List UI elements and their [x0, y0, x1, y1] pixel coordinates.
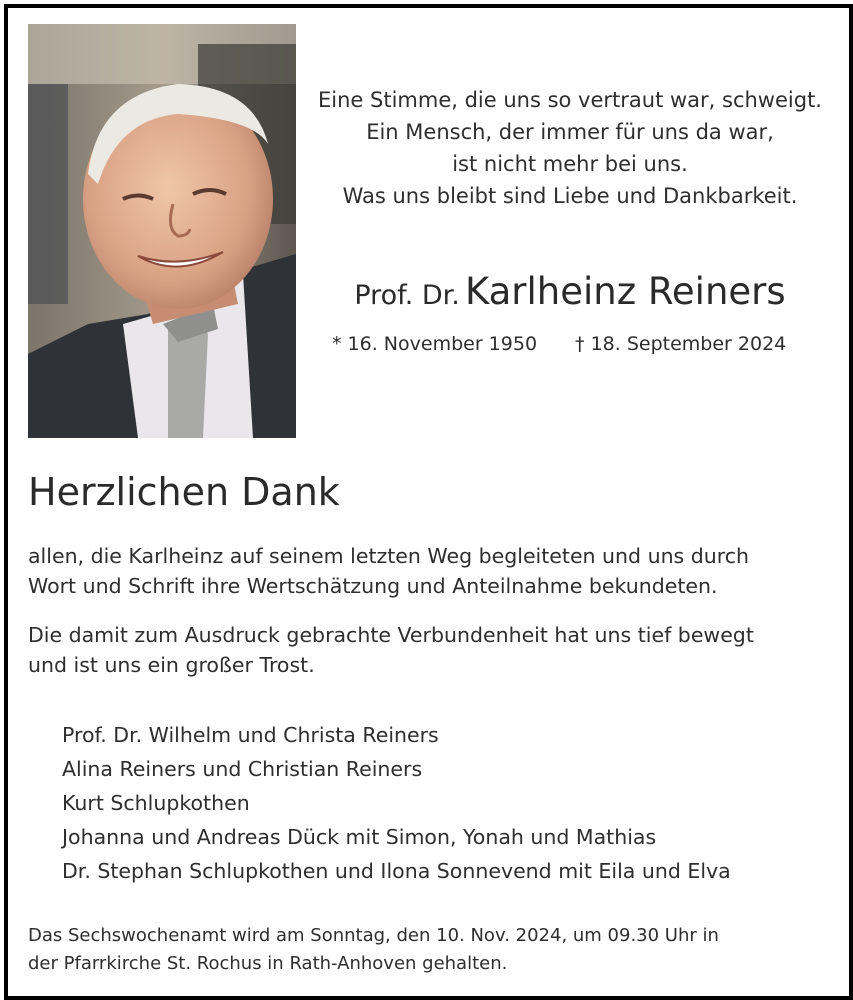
academic-title: Prof. Dr. [354, 280, 460, 311]
paragraph-line: Die damit zum Ausdruck gebrachte Verbundenheit hat uns tief bewegt [28, 623, 754, 647]
notice-line: der Pfarrkirche St. Rochus in Rath-Anhoven gehalten. [28, 953, 508, 974]
family-member: Dr. Stephan Schlupkothen und Ilona Sonnevend mit Eila und Elva [62, 859, 731, 883]
deceased-name [300, 270, 840, 313]
poem-line: Ein Mensch, der immer für uns da war, [366, 120, 774, 144]
poem-line: Eine Stimme, die uns so vertraut war, schweigt. [318, 88, 822, 112]
paragraph-line: allen, die Karlheinz auf seinem letzten Weg begleiteten und uns durch [28, 544, 750, 568]
mass-notice [28, 922, 719, 978]
family-member: Johanna und Andreas Dück mit Simon, Yonah und Mathias [62, 825, 657, 849]
birth-date: * 16. November 1950 [332, 333, 538, 355]
paragraph-line: Wort und Schrift ihre Wertschätzung und Anteilnahme bekundeten. [28, 574, 718, 598]
life-dates [332, 333, 786, 355]
family-list [62, 718, 731, 888]
portrait-photo [28, 24, 296, 438]
poem-line: Was uns bleibt sind Liebe und Dankbarkeit. [342, 184, 798, 208]
comfort-paragraph [28, 620, 828, 680]
poem-line: ist nicht mehr bei uns. [452, 152, 688, 176]
notice-line: Das Sechswochenamt wird am Sonntag, den 10. Nov. 2024, um 09.30 Uhr in [28, 925, 719, 946]
thanks-heading: Herzlichen Dank [28, 470, 340, 514]
death-date: † 18. September 2024 [575, 333, 787, 355]
memorial-poem [300, 84, 840, 212]
paragraph-line: und ist uns ein großer Trost. [28, 653, 315, 677]
family-member: Kurt Schlupkothen [62, 791, 250, 815]
thanks-paragraph [28, 541, 828, 601]
family-member: Prof. Dr. Wilhelm und Christa Reiners [62, 723, 439, 747]
family-member: Alina Reiners und Christian Reiners [62, 757, 423, 781]
full-name: Karlheinz Reiners [464, 270, 786, 313]
